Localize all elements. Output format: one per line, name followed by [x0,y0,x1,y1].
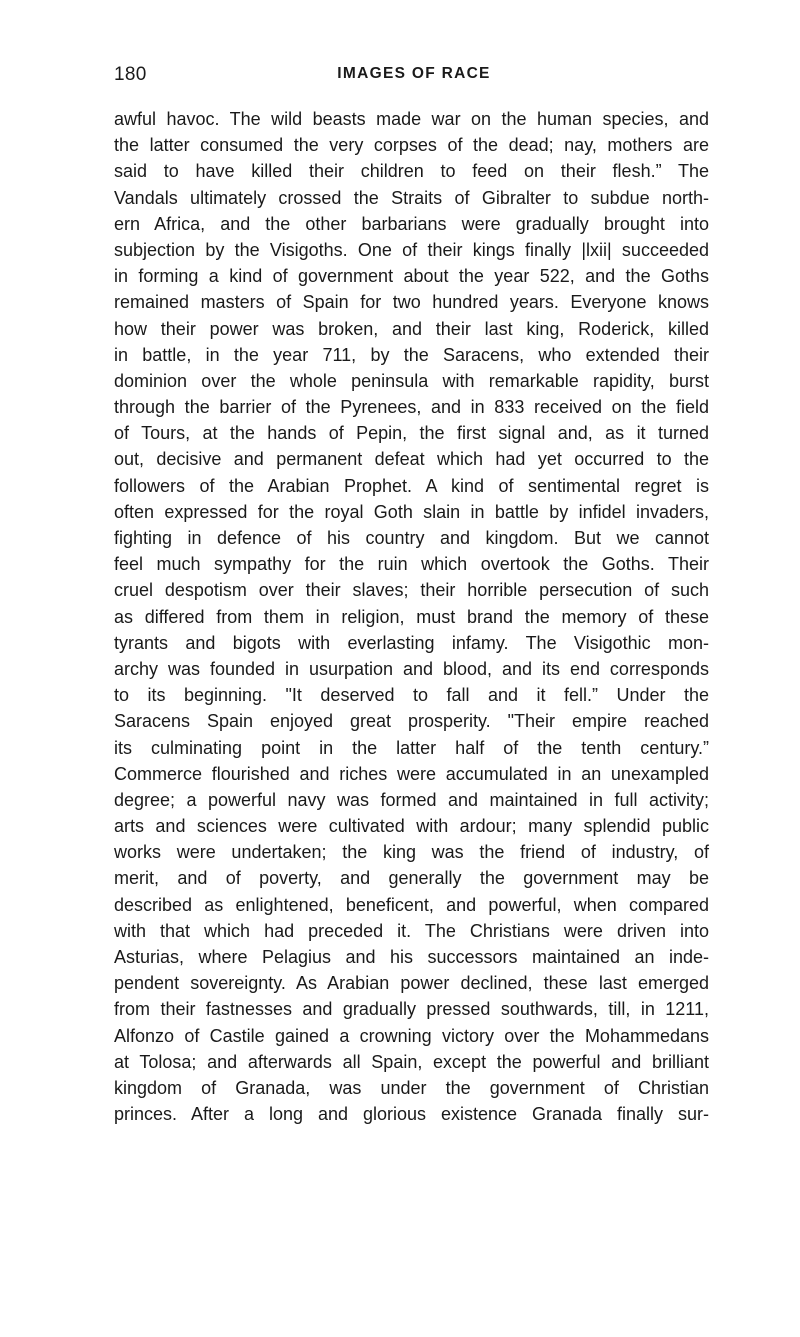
text-line: tyrants and bigots with everlasting infamy. The Visigothic mon- [114,632,709,653]
text-line: in forming a kind of government about the year 522, and the Goths [114,266,709,287]
text-line: to its beginning. "It deserved to fall and it fell.” Under the [114,685,709,706]
text-line: fighting in defence of his country and kingdom. But we cannot [114,528,709,548]
running-title: IMAGES OF RACE [337,65,491,82]
text-line: archy was founded in usurpation and blood, and its end corresponds [114,658,709,679]
page-number: 180 [114,64,147,85]
text-line: degree; a powerful navy was formed and maintained in full activity; [114,789,709,810]
text-line: works were undertaken; the king was the friend of industry, of [114,842,709,863]
text-line: pendent sovereignty. As Arabian power declined, these last emerged [114,973,709,994]
text-line: Vandals ultimately crossed the Straits of Gibralter to subdue north- [114,187,709,208]
text-line: followers of the Arabian Prophet. A kind of sentimental regret is [114,475,709,496]
text-line: Asturias, where Pelagius and his successors maintained an inde- [114,947,709,967]
text-line: kingdom of Granada, was under the government of Christian [114,1077,709,1098]
text-line: through the barrier of the Pyrenees, and in 833 received on the field [114,397,709,418]
text-line: feel much sympathy for the ruin which overtook the Goths. Their [114,554,709,575]
body-text [114,106,709,1127]
text-line: the latter consumed the very corpses of the dead; nay, mothers are [114,135,709,156]
text-line: subjection by the Visigoths. One of their kings finally |lxii| succeeded [114,239,709,260]
text-line: arts and sciences were cultivated with ardour; many splendid public [114,816,709,837]
text-line: dominion over the whole peninsula with remarkable rapidity, burst [114,370,709,391]
text-line: ern Africa, and the other barbarians were gradually brought into [114,213,709,234]
text-line: cruel despotism over their slaves; their horrible persecution of such [114,580,709,601]
text-line: awful havoc. The wild beasts made war on the human species, and [114,109,709,129]
text-line: as differed from them in religion, must brand the memory of these [114,606,709,627]
text-line: in battle, in the year 711, by the Saracens, who extended their [114,344,709,365]
text-line: out, decisive and permanent defeat which had yet occurred to the [114,449,709,470]
text-line: from their fastnesses and gradually pressed southwards, till, in 1211, [114,999,709,1020]
text-line: with that which had preceded it. The Christians were driven into [114,920,709,941]
text-line: remained masters of Spain for two hundred years. Everyone knows [114,292,709,313]
text-line: Commerce flourished and riches were accumulated in an unexampled [114,763,709,784]
text-line: at Tolosa; and afterwards all Spain, except the powerful and brilliant [114,1051,709,1072]
text-line: its culminating point in the latter half of the tenth century.” [114,737,709,758]
text-line: how their power was broken, and their last king, Roderick, killed [114,318,709,339]
text-line: described as enlightened, beneficent, and powerful, when compared [114,894,709,915]
page-header [114,64,714,88]
text-line: Alfonzo of Castile gained a crowning victory over the Mohammedans [114,1025,709,1046]
text-line: princes. After a long and glorious existence Granada finally sur- [114,1104,709,1125]
text-line: of Tours, at the hands of Pepin, the first signal and, as it turned [114,423,709,444]
text-line: Saracens Spain enjoyed great prosperity. "Their empire reached [114,711,709,732]
text-line: often expressed for the royal Goth slain in battle by infidel invaders, [114,501,709,522]
text-line: merit, and of poverty, and generally the government may be [114,868,709,889]
text-line: said to have killed their children to feed on their flesh.” The [114,161,709,182]
